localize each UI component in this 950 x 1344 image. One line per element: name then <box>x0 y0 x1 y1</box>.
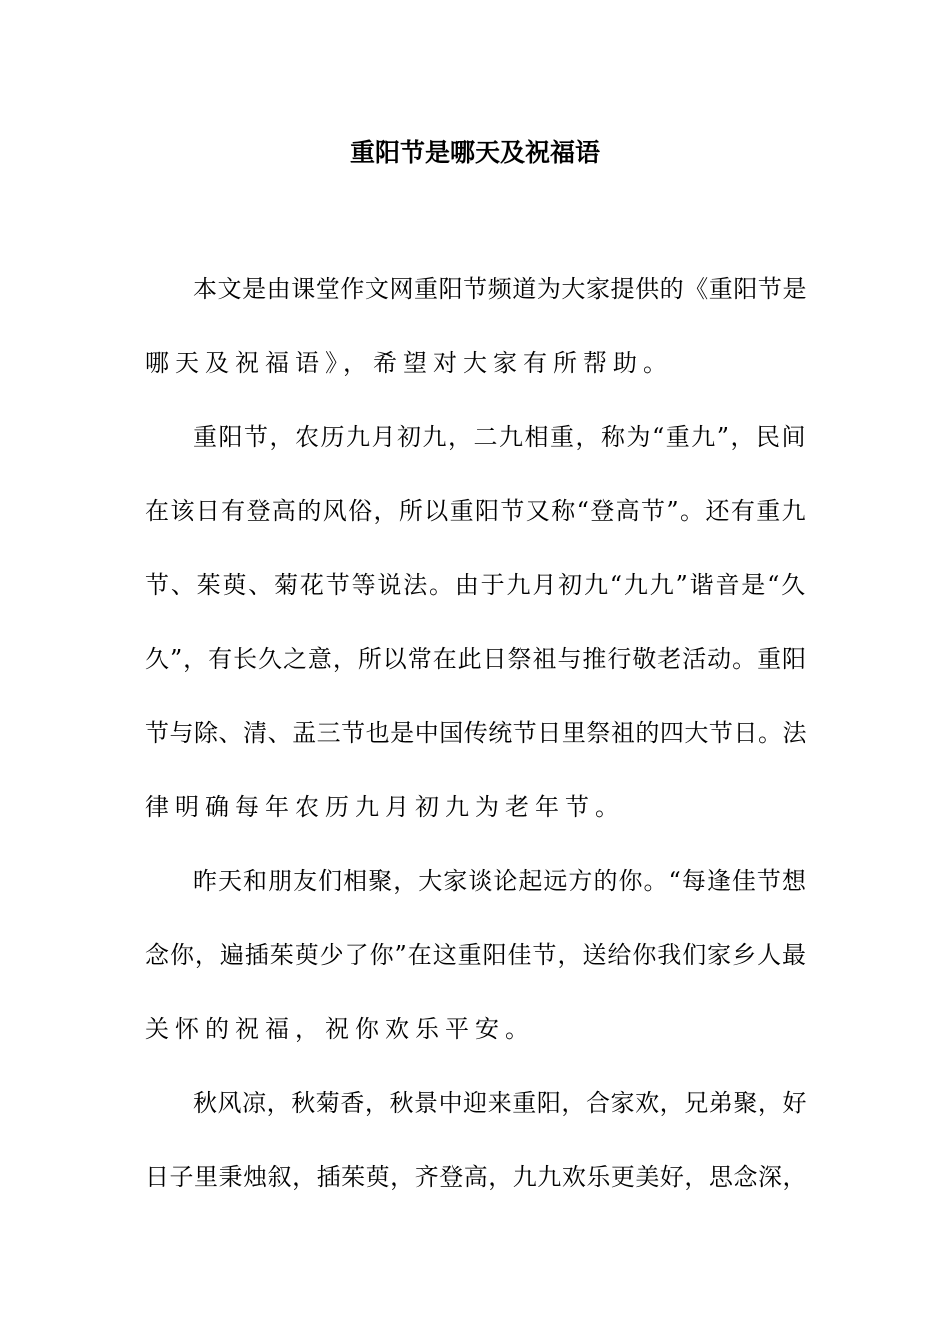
text-line: 重阳节，农历九月初九，二九相重，称为“重九”，民间 <box>193 423 807 451</box>
text-line: 律明确每年农历九月初九为老年节。 <box>145 793 625 821</box>
text-line: 昨天和朋友们相聚，大家谈论起远方的你。“每逢佳节想 <box>193 867 807 895</box>
text-line: 念你，遍插茱萸少了你”在这重阳佳节，送给你我们家乡人最 <box>145 941 807 969</box>
text-line: 在该日有登高的风俗，所以重阳节又称“登高节”。还有重九 <box>145 497 807 525</box>
text-line: 秋风凉，秋菊香，秋景中迎来重阳，合家欢，兄弟聚，好 <box>193 1089 807 1117</box>
text-line: 久”，有长久之意，所以常在此日祭祖与推行敬老活动。重阳 <box>145 645 807 673</box>
document-body <box>145 252 807 1214</box>
text-line: 日子里秉烛叙，插茱萸，齐登高，九九欢乐更美好，思念深， <box>145 1163 807 1191</box>
text-line: 节、茱萸、菊花节等说法。由于九月初九“九九”谐音是“久 <box>145 571 807 599</box>
text-line: 本文是由课堂作文网重阳节频道为大家提供的《重阳节是 <box>193 275 807 303</box>
text-line: 哪天及祝福语》，希望对大家有所帮助。 <box>145 349 673 377</box>
text-line: 节与除、清、盂三节也是中国传统节日里祭祖的四大节日。法 <box>145 719 807 747</box>
text-line: 关怀的祝福，祝你欢乐平安。 <box>145 1015 535 1043</box>
document-title: 重阳节是哪天及祝福语 <box>349 138 600 167</box>
